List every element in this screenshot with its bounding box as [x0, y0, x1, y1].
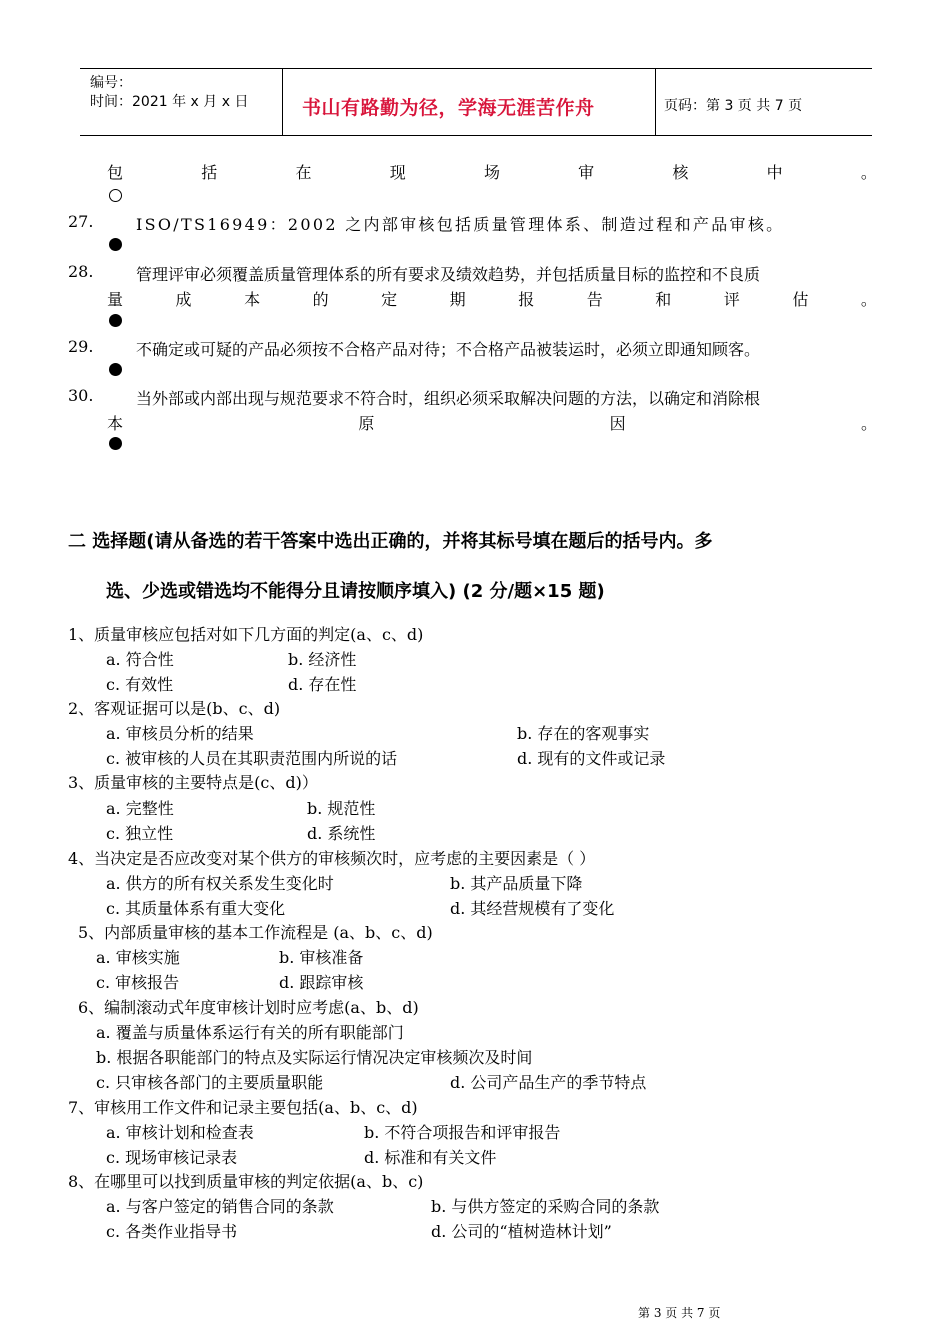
tf-item-number: 29. — [68, 337, 94, 356]
true-mark-icon — [109, 363, 122, 376]
header-bottom-rule — [80, 135, 872, 136]
option-a: a. 完整性 — [106, 799, 174, 818]
true-mark-icon — [109, 314, 122, 327]
option-d: d. 公司产品生产的季节特点 — [450, 1073, 647, 1092]
header-page-info: 页码：第 3 页 共 7 页 — [664, 98, 803, 114]
tf-item-text: 当外部或内部出现与规范要求不符合时，组织必须采取解决问题的方法，以确定和消除根 — [136, 389, 761, 408]
doc-date-label: 时间：2021 年 x 月 x 日 — [90, 94, 249, 110]
tf-item-number: 30. — [68, 386, 94, 405]
question-stem: 4、当决定是否应改变对某个供方的审核频次时，应考虑的主要因素是（ ） — [68, 849, 596, 868]
header-top-rule — [80, 68, 872, 69]
option-a: a. 审核实施 — [96, 948, 180, 967]
option-a: a. 供方的所有权关系发生变化时 — [106, 874, 334, 893]
tf-item-number: 28. — [68, 262, 94, 281]
option-b: b. 不符合项报告和评审报告 — [364, 1123, 561, 1142]
mc-section-title: 二 选择题(请从备选的若干答案中选出正确的，并将其标号填在题后的括号内。多 — [68, 531, 713, 552]
true-mark-icon — [109, 437, 122, 450]
option-c: c. 有效性 — [106, 675, 174, 694]
option-d: d. 存在性 — [288, 675, 357, 694]
option-a: a. 覆盖与质量体系运行有关的所有职能部门 — [96, 1023, 404, 1042]
header-divider-right — [655, 68, 656, 136]
question-stem: 8、在哪里可以找到质量审核的判定依据(a、b、c) — [68, 1172, 424, 1191]
tf-item-text-continued: 本 原 因 。 — [107, 414, 877, 433]
option-c: c. 只审核各部门的主要质量职能 — [96, 1073, 324, 1092]
option-a: a. 与客户签定的销售合同的条款 — [106, 1197, 334, 1216]
option-b: b. 与供方签定的采购合同的条款 — [431, 1197, 660, 1216]
mc-section-title-continued: 选、少选或错选均不能得分且请按顺序填入) (2 分/题×15 题) — [106, 581, 605, 602]
option-d: d. 其经营规模有了变化 — [450, 899, 615, 918]
tf-item-text: 管理评审必须覆盖质量管理体系的所有要求及绩效趋势，并包括质量目标的监控和不良质 — [136, 265, 761, 284]
option-a: a. 符合性 — [106, 650, 174, 669]
question-stem: 7、审核用工作文件和记录主要包括(a、b、c、d) — [68, 1098, 418, 1117]
option-b: b. 根据各职能部门的特点及实际运行情况决定审核频次及时间 — [96, 1048, 533, 1067]
header-motto: 书山有路勤为径，学海无涯苦作舟 — [302, 97, 595, 119]
option-d: d. 跟踪审核 — [279, 973, 364, 992]
page-footer: 第 3 页 共 7 页 — [638, 1306, 721, 1320]
option-c: c. 独立性 — [106, 824, 174, 843]
header-divider-left — [282, 68, 283, 136]
option-a: a. 审核员分析的结果 — [106, 724, 254, 743]
option-d: d. 标准和有关文件 — [364, 1148, 497, 1167]
option-a: a. 审核计划和检查表 — [106, 1123, 254, 1142]
option-d: d. 公司的“植树造林计划” — [431, 1222, 612, 1241]
false-mark-icon — [109, 189, 122, 202]
doc-number-label: 编号： — [90, 75, 132, 91]
true-mark-icon — [109, 238, 122, 251]
tf-fragment-line: 包 括 在 现 场 审 核 中 。 — [107, 163, 877, 182]
option-c: c. 现场审核记录表 — [106, 1148, 238, 1167]
question-stem: 2、客观证据可以是(b、c、d) — [68, 699, 281, 718]
option-b: b. 规范性 — [307, 799, 376, 818]
question-stem: 5、内部质量审核的基本工作流程是 (a、b、c、d) — [78, 923, 433, 942]
option-c: c. 审核报告 — [96, 973, 180, 992]
option-c: c. 被审核的人员在其职责范围内所说的话 — [106, 749, 398, 768]
option-d: d. 现有的文件或记录 — [517, 749, 666, 768]
question-stem: 3、质量审核的主要特点是(c、d)） — [68, 773, 318, 792]
option-b: b. 存在的客观事实 — [517, 724, 650, 743]
option-b: b. 其产品质量下降 — [450, 874, 583, 893]
question-stem: 1、质量审核应包括对如下几方面的判定(a、c、d) — [68, 625, 424, 644]
option-d: d. 系统性 — [307, 824, 376, 843]
option-c: c. 各类作业指导书 — [106, 1222, 238, 1241]
option-b: b. 审核准备 — [279, 948, 364, 967]
tf-item-number: 27. — [68, 212, 94, 231]
tf-item-text: ISO/TS16949：2002 之内部审核包括质量管理体系、制造过程和产品审核。 — [136, 215, 785, 234]
question-stem: 6、编制滚动式年度审核计划时应考虑(a、b、d) — [78, 998, 419, 1017]
option-c: c. 其质量体系有重大变化 — [106, 899, 286, 918]
tf-item-text: 不确定或可疑的产品必须按不合格产品对待；不合格产品被装运时，必须立即通知顾客。 — [136, 340, 761, 359]
tf-item-text-continued: 量 成 本 的 定 期 报 告 和 评 估 。 — [107, 290, 877, 309]
option-b: b. 经济性 — [288, 650, 357, 669]
